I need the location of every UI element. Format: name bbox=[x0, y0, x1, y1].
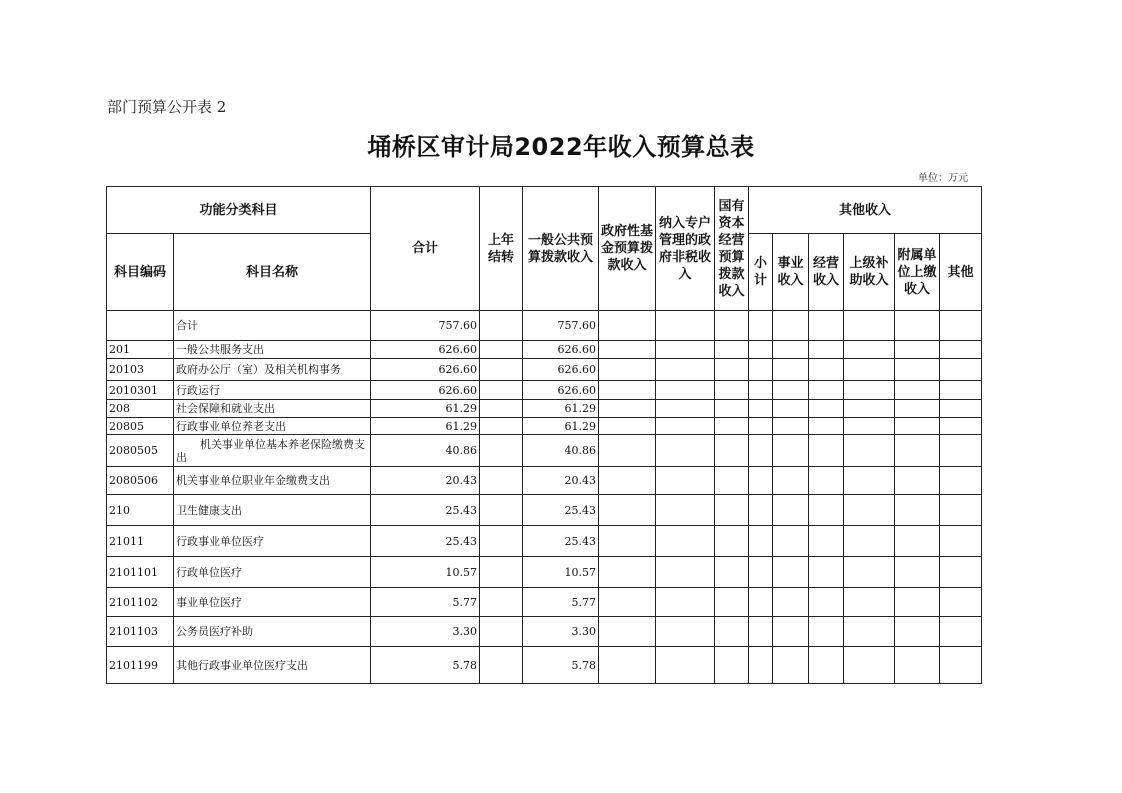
cell-total: 61.29 bbox=[371, 400, 480, 418]
cell-business bbox=[773, 647, 809, 684]
cell-carryover bbox=[480, 617, 523, 647]
cell-carryover bbox=[480, 435, 523, 467]
cell-affiliated bbox=[895, 617, 940, 647]
cell-affiliated bbox=[895, 647, 940, 684]
cell-carryover bbox=[480, 418, 523, 435]
cell-business bbox=[773, 359, 809, 381]
cell-superior-subsidy bbox=[844, 557, 895, 588]
header-non-tax: 纳入专户管理的政府非税收入 bbox=[656, 187, 715, 311]
table-row bbox=[107, 647, 982, 684]
cell-operating bbox=[809, 495, 844, 526]
cell-business bbox=[773, 400, 809, 418]
header-general-public: 一般公共预算拨款收入 bbox=[523, 187, 599, 311]
cell-total: 61.29 bbox=[371, 418, 480, 435]
cell-state-capital bbox=[715, 467, 749, 495]
cell-state-capital bbox=[715, 557, 749, 588]
table-row bbox=[107, 341, 982, 359]
cell-name: 卫生健康支出 bbox=[174, 495, 371, 526]
cell-code: 20103 bbox=[107, 359, 174, 381]
cell-affiliated bbox=[895, 588, 940, 617]
cell-superior-subsidy bbox=[844, 400, 895, 418]
cell-carryover bbox=[480, 467, 523, 495]
cell-name: 合计 bbox=[174, 311, 371, 341]
table-row bbox=[107, 311, 982, 341]
cell-operating bbox=[809, 526, 844, 557]
table-row bbox=[107, 617, 982, 647]
cell-code bbox=[107, 311, 174, 341]
cell-others bbox=[940, 647, 982, 684]
cell-general-public: 626.60 bbox=[523, 341, 599, 359]
cell-business bbox=[773, 435, 809, 467]
cell-code: 2101103 bbox=[107, 617, 174, 647]
cell-gov-fund bbox=[599, 341, 656, 359]
cell-business bbox=[773, 617, 809, 647]
cell-superior-subsidy bbox=[844, 526, 895, 557]
cell-state-capital bbox=[715, 341, 749, 359]
cell-carryover bbox=[480, 359, 523, 381]
cell-total: 25.43 bbox=[371, 495, 480, 526]
cell-name: 一般公共服务支出 bbox=[174, 341, 371, 359]
cell-gov-fund bbox=[599, 311, 656, 341]
cell-general-public: 25.43 bbox=[523, 495, 599, 526]
cell-gov-fund bbox=[599, 467, 656, 495]
cell-code: 2101102 bbox=[107, 588, 174, 617]
cell-total: 20.43 bbox=[371, 467, 480, 495]
cell-gov-fund bbox=[599, 588, 656, 617]
header-gov-fund: 政府性基金预算拨款收入 bbox=[599, 187, 656, 311]
cell-gov-fund bbox=[599, 381, 656, 400]
cell-others bbox=[940, 526, 982, 557]
table-row bbox=[107, 526, 982, 557]
cell-operating bbox=[809, 467, 844, 495]
cell-others bbox=[940, 400, 982, 418]
cell-business bbox=[773, 588, 809, 617]
cell-name: 社会保障和就业支出 bbox=[174, 400, 371, 418]
cell-carryover bbox=[480, 588, 523, 617]
cell-name: 行政运行 bbox=[174, 381, 371, 400]
header-subtotal: 小计 bbox=[749, 234, 773, 311]
cell-operating bbox=[809, 311, 844, 341]
cell-others bbox=[940, 341, 982, 359]
cell-superior-subsidy bbox=[844, 647, 895, 684]
cell-affiliated bbox=[895, 435, 940, 467]
budget-table-body bbox=[107, 311, 982, 684]
cell-code: 21011 bbox=[107, 526, 174, 557]
cell-carryover bbox=[480, 557, 523, 588]
cell-total: 626.60 bbox=[371, 381, 480, 400]
table-row bbox=[107, 381, 982, 400]
cell-others bbox=[940, 435, 982, 467]
cell-superior-subsidy bbox=[844, 311, 895, 341]
cell-gov-fund bbox=[599, 400, 656, 418]
cell-superior-subsidy bbox=[844, 359, 895, 381]
cell-superior-subsidy bbox=[844, 617, 895, 647]
cell-total: 5.77 bbox=[371, 588, 480, 617]
cell-non-tax bbox=[656, 400, 715, 418]
cell-non-tax bbox=[656, 617, 715, 647]
cell-superior-subsidy bbox=[844, 435, 895, 467]
cell-gov-fund bbox=[599, 647, 656, 684]
cell-general-public: 61.29 bbox=[523, 400, 599, 418]
cell-others bbox=[940, 557, 982, 588]
table-row bbox=[107, 467, 982, 495]
cell-general-public: 626.60 bbox=[523, 359, 599, 381]
cell-operating bbox=[809, 557, 844, 588]
cell-code: 2010301 bbox=[107, 381, 174, 400]
cell-operating bbox=[809, 588, 844, 617]
cell-subtotal bbox=[749, 400, 773, 418]
header-other-income: 其他收入 bbox=[749, 187, 982, 234]
cell-general-public: 40.86 bbox=[523, 435, 599, 467]
cell-operating bbox=[809, 341, 844, 359]
cell-name: 事业单位医疗 bbox=[174, 588, 371, 617]
table-row bbox=[107, 588, 982, 617]
cell-operating bbox=[809, 381, 844, 400]
cell-name: 机关事业单位基本养老保险缴费支出 bbox=[174, 435, 371, 467]
cell-subtotal bbox=[749, 359, 773, 381]
cell-operating bbox=[809, 647, 844, 684]
table-row bbox=[107, 359, 982, 381]
cell-others bbox=[940, 418, 982, 435]
header-carryover: 上年结转 bbox=[480, 187, 523, 311]
cell-affiliated bbox=[895, 341, 940, 359]
cell-carryover bbox=[480, 526, 523, 557]
cell-carryover bbox=[480, 311, 523, 341]
header-affiliated: 附属单位上缴收入 bbox=[895, 234, 940, 311]
cell-subtotal bbox=[749, 588, 773, 617]
cell-business bbox=[773, 526, 809, 557]
cell-general-public: 3.30 bbox=[523, 617, 599, 647]
cell-code: 210 bbox=[107, 495, 174, 526]
cell-affiliated bbox=[895, 557, 940, 588]
cell-superior-subsidy bbox=[844, 467, 895, 495]
header-state-capital: 国有资本经营预算拨款收入 bbox=[715, 187, 749, 311]
cell-name: 其他行政事业单位医疗支出 bbox=[174, 647, 371, 684]
table-row bbox=[107, 418, 982, 435]
table-row bbox=[107, 435, 982, 467]
cell-state-capital bbox=[715, 647, 749, 684]
cell-subtotal bbox=[749, 557, 773, 588]
header-func-class: 功能分类科目 bbox=[107, 187, 371, 234]
cell-others bbox=[940, 381, 982, 400]
cell-others bbox=[940, 617, 982, 647]
cell-affiliated bbox=[895, 526, 940, 557]
cell-others bbox=[940, 588, 982, 617]
cell-name: 公务员医疗补助 bbox=[174, 617, 371, 647]
cell-state-capital bbox=[715, 418, 749, 435]
table-row bbox=[107, 400, 982, 418]
cell-name: 机关事业单位职业年金缴费支出 bbox=[174, 467, 371, 495]
cell-affiliated bbox=[895, 359, 940, 381]
cell-gov-fund bbox=[599, 617, 656, 647]
cell-code: 208 bbox=[107, 400, 174, 418]
cell-superior-subsidy bbox=[844, 495, 895, 526]
cell-total: 626.60 bbox=[371, 359, 480, 381]
cell-gov-fund bbox=[599, 526, 656, 557]
cell-state-capital bbox=[715, 588, 749, 617]
table-row bbox=[107, 495, 982, 526]
cell-affiliated bbox=[895, 311, 940, 341]
header-business: 事业收入 bbox=[773, 234, 809, 311]
cell-non-tax bbox=[656, 381, 715, 400]
cell-state-capital bbox=[715, 617, 749, 647]
cell-non-tax bbox=[656, 557, 715, 588]
cell-code: 20805 bbox=[107, 418, 174, 435]
header-operating: 经营收入 bbox=[809, 234, 844, 311]
cell-non-tax bbox=[656, 588, 715, 617]
cell-gov-fund bbox=[599, 359, 656, 381]
cell-affiliated bbox=[895, 418, 940, 435]
cell-carryover bbox=[480, 400, 523, 418]
cell-non-tax bbox=[656, 647, 715, 684]
document-title: 埇桥区审计局2022年收入预算总表 bbox=[367, 133, 755, 161]
cell-carryover bbox=[480, 495, 523, 526]
cell-subtotal bbox=[749, 647, 773, 684]
cell-business bbox=[773, 467, 809, 495]
cell-business bbox=[773, 341, 809, 359]
cell-general-public: 626.60 bbox=[523, 381, 599, 400]
cell-general-public: 5.78 bbox=[523, 647, 599, 684]
cell-name: 行政单位医疗 bbox=[174, 557, 371, 588]
cell-business bbox=[773, 381, 809, 400]
cell-non-tax bbox=[656, 495, 715, 526]
cell-name: 政府办公厅（室）及相关机构事务 bbox=[174, 359, 371, 381]
cell-superior-subsidy bbox=[844, 341, 895, 359]
cell-others bbox=[940, 311, 982, 341]
cell-total: 40.86 bbox=[371, 435, 480, 467]
cell-state-capital bbox=[715, 400, 749, 418]
cell-carryover bbox=[480, 381, 523, 400]
cell-others bbox=[940, 495, 982, 526]
cell-affiliated bbox=[895, 495, 940, 526]
cell-non-tax bbox=[656, 359, 715, 381]
cell-code: 2080505 bbox=[107, 435, 174, 467]
table-row bbox=[107, 557, 982, 588]
cell-subtotal bbox=[749, 381, 773, 400]
cell-non-tax bbox=[656, 467, 715, 495]
cell-operating bbox=[809, 435, 844, 467]
cell-superior-subsidy bbox=[844, 588, 895, 617]
cell-code: 2080506 bbox=[107, 467, 174, 495]
cell-state-capital bbox=[715, 495, 749, 526]
cell-gov-fund bbox=[599, 495, 656, 526]
cell-name: 行政事业单位医疗 bbox=[174, 526, 371, 557]
unit-label: 单位：万元 bbox=[918, 173, 968, 184]
header-others: 其他 bbox=[940, 234, 982, 311]
cell-subtotal bbox=[749, 495, 773, 526]
cell-code: 201 bbox=[107, 341, 174, 359]
budget-table bbox=[106, 186, 982, 684]
cell-subtotal bbox=[749, 617, 773, 647]
cell-business bbox=[773, 418, 809, 435]
cell-business bbox=[773, 311, 809, 341]
cell-affiliated bbox=[895, 400, 940, 418]
header-name: 科目名称 bbox=[174, 234, 371, 311]
cell-others bbox=[940, 467, 982, 495]
cell-carryover bbox=[480, 647, 523, 684]
cell-subtotal bbox=[749, 467, 773, 495]
cell-affiliated bbox=[895, 467, 940, 495]
cell-subtotal bbox=[749, 418, 773, 435]
cell-gov-fund bbox=[599, 418, 656, 435]
cell-others bbox=[940, 359, 982, 381]
cell-code: 2101199 bbox=[107, 647, 174, 684]
cell-operating bbox=[809, 359, 844, 381]
cell-subtotal bbox=[749, 341, 773, 359]
cell-operating bbox=[809, 400, 844, 418]
cell-total: 25.43 bbox=[371, 526, 480, 557]
cell-gov-fund bbox=[599, 435, 656, 467]
cell-total: 10.57 bbox=[371, 557, 480, 588]
cell-gov-fund bbox=[599, 557, 656, 588]
cell-superior-subsidy bbox=[844, 418, 895, 435]
header-total: 合计 bbox=[371, 187, 480, 311]
cell-general-public: 20.43 bbox=[523, 467, 599, 495]
cell-affiliated bbox=[895, 381, 940, 400]
cell-state-capital bbox=[715, 311, 749, 341]
cell-name: 行政事业单位养老支出 bbox=[174, 418, 371, 435]
cell-total: 3.30 bbox=[371, 617, 480, 647]
cell-total: 626.60 bbox=[371, 341, 480, 359]
cell-general-public: 61.29 bbox=[523, 418, 599, 435]
cell-general-public: 757.60 bbox=[523, 311, 599, 341]
cell-code: 2101101 bbox=[107, 557, 174, 588]
cell-state-capital bbox=[715, 381, 749, 400]
cell-general-public: 25.43 bbox=[523, 526, 599, 557]
cell-subtotal bbox=[749, 526, 773, 557]
header-code: 科目编码 bbox=[107, 234, 174, 311]
cell-state-capital bbox=[715, 526, 749, 557]
cell-state-capital bbox=[715, 435, 749, 467]
cell-business bbox=[773, 557, 809, 588]
table-label: 部门预算公开表 2 bbox=[107, 98, 227, 116]
cell-superior-subsidy bbox=[844, 381, 895, 400]
cell-subtotal bbox=[749, 435, 773, 467]
cell-non-tax bbox=[656, 418, 715, 435]
cell-operating bbox=[809, 418, 844, 435]
cell-non-tax bbox=[656, 526, 715, 557]
cell-total: 757.60 bbox=[371, 311, 480, 341]
cell-general-public: 10.57 bbox=[523, 557, 599, 588]
cell-state-capital bbox=[715, 359, 749, 381]
cell-non-tax bbox=[656, 341, 715, 359]
cell-business bbox=[773, 495, 809, 526]
cell-subtotal bbox=[749, 311, 773, 341]
cell-general-public: 5.77 bbox=[523, 588, 599, 617]
cell-total: 5.78 bbox=[371, 647, 480, 684]
cell-non-tax bbox=[656, 435, 715, 467]
cell-carryover bbox=[480, 341, 523, 359]
cell-operating bbox=[809, 617, 844, 647]
cell-non-tax bbox=[656, 311, 715, 341]
header-superior-subsidy: 上级补助收入 bbox=[844, 234, 895, 311]
